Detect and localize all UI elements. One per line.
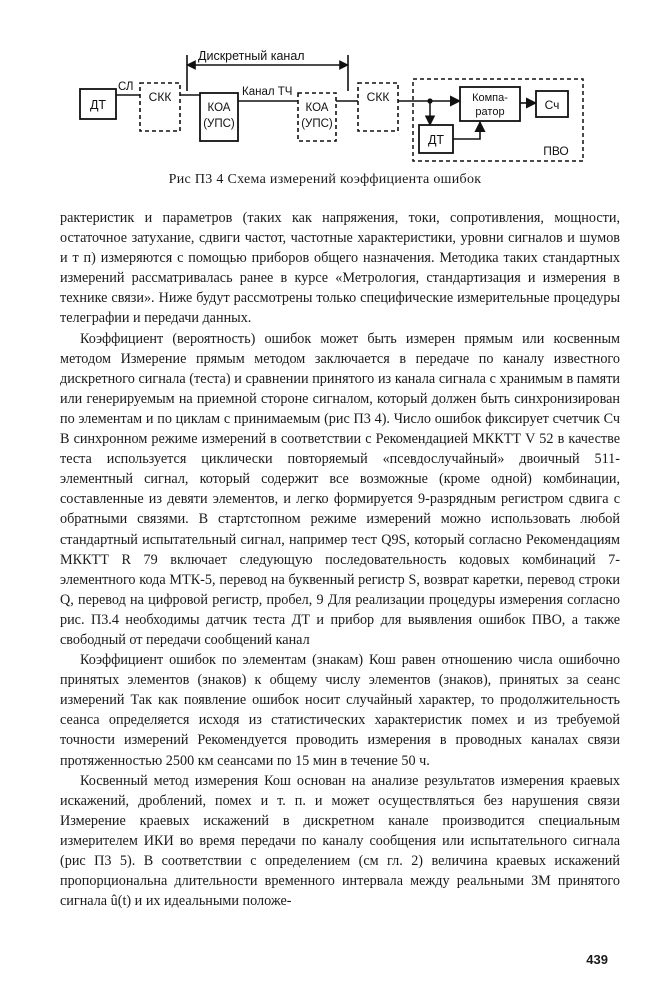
- pvo-label: ПВО: [543, 144, 569, 158]
- error-measurement-diagram: [70, 45, 590, 175]
- sl-label: СЛ: [118, 81, 134, 93]
- counter-label: Сч: [544, 98, 560, 112]
- diagram-svg: [70, 45, 590, 175]
- paragraph-3: Коэффициент ошибок по элементам (знакам) Кош равен отношению числа ошибочно принятых элементов (знаков) к общему числу элементов (знаков), принятых за сеанс измерений Так как появление ошибок носит случайный характер, то продолжительность сеанса определяется исходя из статистических характеристик помех и из требуемой точности измерений Рекомендуется проводить измерения в проводных каналах связи протяженностью 2500 км сеансами по 15 мин в течение 50 ч.: [60, 652, 620, 769]
- dt-right-label: ДТ: [427, 133, 445, 147]
- ckk-left-label: СКК: [148, 90, 172, 104]
- comparator-label-2: ратор: [475, 106, 505, 118]
- paragraph-1: рактеристик и параметров (таких как напряжения, токи, сопротивления, мощности, остаточное затухание, сдвиги частот, частотные характеристики, уровни сигналов и шумов и т п) измеряются с помощью приборов общего назначения. Методика таких стандартных измерений рассматривалась ранее в курсе «Метрология, стандартизация и измерения в технике связи». Ниже будут рассмотрены только специфические измерительные процедуры телеграфии и передачи данных.: [60, 210, 620, 327]
- page-number: 439: [586, 952, 608, 967]
- figure-caption: Рис П3 4 Схема измерений коэффициента ошибок: [168, 172, 482, 187]
- ckk-right-label: СКК: [366, 90, 390, 104]
- koa-right-label-2: (УПС): [301, 118, 333, 130]
- paragraph-2: Коэффициент (вероятность) ошибок может быть измерен прямым или косвенным методом Измерение прямым методом заключается в передаче по каналу известного дискретного сигнала (теста) и сравнении принятого из канала сигнала с хранимым в памяти или генерируемым на приемной стороне сигналом, который должен быть синхронизирован по элементам и по циклам с принимаемым (рис П3 4). Число ошибок фиксирует счетчик Сч В синхронном режиме измерений в соответствии с Рекомендацией МККТТ V 52 в качестве теста используется циклически повторяемый «псевдослучайный» двоичный 511-элементный сигнал, который содержит все возможные (кроме одной) комбинации, составленные из девяти элементов, и легко формируется 9-разрядным регистром сдвига с обратными связями. В стартстопном режиме измерений можно использовать любой стандартный испытательный сигнал, например тест Q9S, который согласно Рекомендациям МККТТ R 79 включает следующую последовательность кодовых комбинаций 7-элементного кода МТК-5, перевод на буквенный регистр S, возврат каретки, перевод строки Q, перевод на цифровой регистр, пробел, 9 Для реализации процедуры измерения согласно рис. П3.4 необходимы датчик теста ДТ и прибор для выявления ошибок ПВО, а также свободный от передачи сообщений канал: [60, 330, 620, 648]
- dt-to-comparator: [453, 122, 480, 139]
- koa-left-box: [200, 93, 238, 141]
- koa-left-label-1: КОА: [207, 102, 231, 114]
- comparator-label-1: Компа-: [472, 92, 508, 104]
- body-text: [60, 208, 620, 911]
- koa-right-label-1: КОА: [305, 102, 329, 114]
- channel-label: Дискретный канал: [198, 49, 305, 63]
- paragraph-4: Косвенный метод измерения Кош основан на анализе результатов измерения краевых искажений, дроблений, помех и т. п. и может осуществляться без нарушения связи Измерение краевых искажений в дискретном канале производится специальным измерителем ИКИ во время передачи по каналу сообщения или испытательного сигнала (рис П3 5). В соответствии с определением (см гл. 2) величина краевых искажений пропорциональна длительности временного интервала между реальными ЗМ принятого сигнала û(t) и их идеальными положе-: [60, 772, 620, 910]
- dt-left-label: ДТ: [89, 98, 107, 112]
- koa-left-label-2: (УПС): [203, 118, 235, 130]
- koa-right-box: [298, 93, 336, 141]
- tch-channel-label: Канал ТЧ: [242, 86, 293, 98]
